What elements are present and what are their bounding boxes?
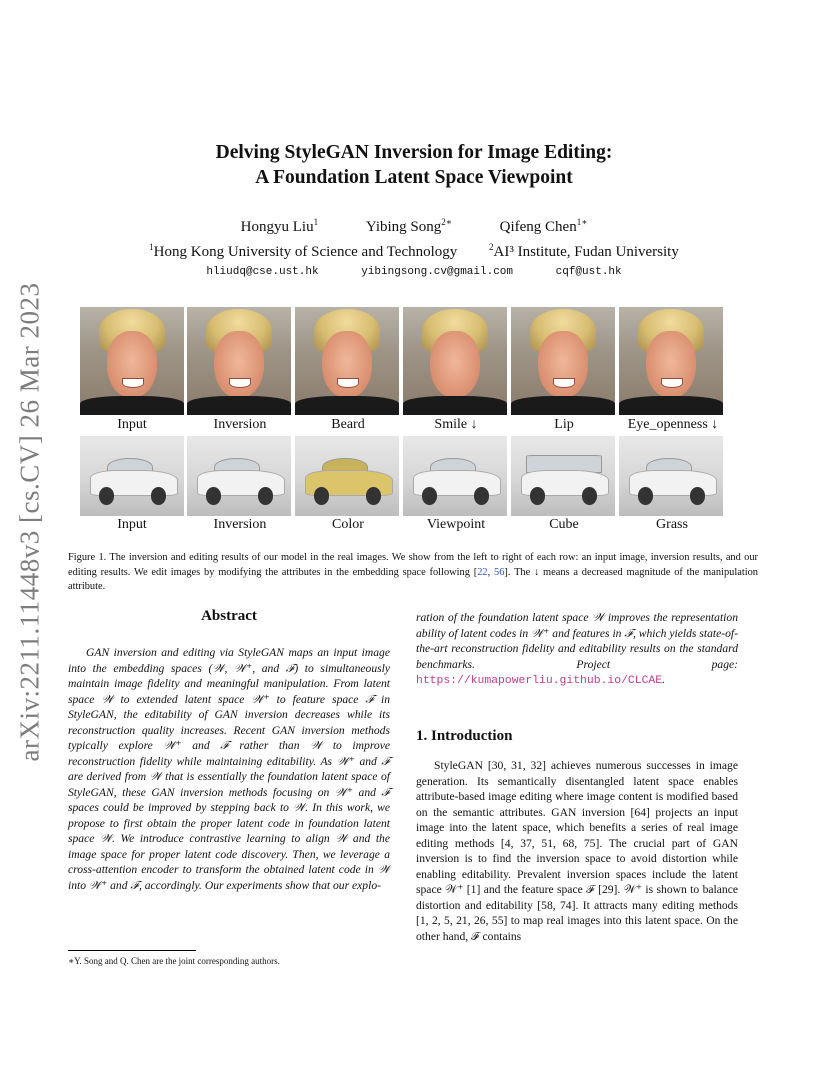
car-image-inversion [187,436,291,516]
footnote-rule [68,950,196,951]
figure-label: Lip [554,417,574,432]
figure-label: Inversion [213,517,267,532]
face-image-eye-openness [619,307,723,415]
car-image-input [80,436,184,516]
email: yibingsong.cv@gmail.com [361,266,514,278]
arxiv-sidebar [10,282,50,762]
citation-link[interactable]: 56 [494,566,505,578]
title-line-1: Delving StyleGAN Inversion for Image Editing: [215,142,613,163]
author: Hongyu Liu$^1$ [240,217,319,235]
affiliation: $^2$AI³ Institute, Fudan University [489,242,679,260]
car-image-cube [511,436,615,516]
car-image-color [295,436,399,516]
figure-caption: Figure 1. The inversion and editing results of our model in the real images. We show from the left to right of each row: an input image, inversion results, and our editing results. We edit images by modifying the attributes in the embedding space following [22, 56]. The ↓ means a decreased magnitude of the manipulation attribute. [68,552,759,592]
figure-label: Beard [331,417,365,432]
figure-label: Color [332,517,364,532]
affiliation: $^1$Hong Kong University of Science and Technology [149,242,458,260]
affiliation-list [0,244,828,261]
face-image-smile [403,307,507,415]
project-page-link[interactable]: https://kumapowerliu.github.io/CLCAE [416,675,663,687]
introduction-text: StyleGAN [30, 31, 32] achieves numerous successes in image generation. Its semantically disentangled latent space enables attribute-based image editing where image content is modified based on the semantic attributes. GAN inversion [64] projects an input image into the latent space, which benefits a series of real image editing methods [4, 37, 51, 68, 75]. The crucial part of GAN inversion is to find the inversion space to avoid distortion while enabling editability. Prevalent inversion spaces include the latent space 𝒲⁺ [1] and the feature space ℱ [29]. 𝒲⁺ is shown to balance distortion and editability [58, 74]. It attracts many editing methods [1, 2, 5, 21, 26, 55] to map real images into this latent space. On the other hand, ℱ contains [416,759,738,943]
email: hliudq@cse.ust.hk [206,266,319,278]
title-line-2: A Foundation Latent Space Viewpoint [255,167,573,188]
figure-label: Smile ↓ [434,417,478,432]
car-image-grass [619,436,723,516]
email: cqf@ust.hk [555,266,622,278]
citation-link[interactable]: 22 [477,566,488,578]
author: Qifeng Chen$^{1∗}$ [499,217,588,235]
footnote: ∗Y. Song and Q. Chen are the joint corresponding authors. [68,956,280,966]
figure-label: Viewpoint [426,517,486,532]
abstract-text: GAN inversion and editing via StyleGAN maps an input image into the embedding spaces (𝒲, 𝒲⁺, and ℱ) to simultaneously maintain image fidelity and meaningful manipulation. From latent space 𝒲 to extended latent space 𝒲⁺ to feature space ℱ in StyleGAN, the editability of GAN inversion decreases while its reconstruction quality increases. Recent GAN inversion methods typically explore 𝒲⁺ and ℱ rather than 𝒲 to improve reconstruction fidelity while maintaining editability. As 𝒲⁺ and ℱ are derived from 𝒲 that is essentially the foundation latent space of StyleGAN, these GAN inversion methods focusing on 𝒲⁺ and ℱ spaces could be improved by stepping back to 𝒲. In this work, we propose to first obtain the proper latent code in foundation latent space 𝒲. We introduce contrastive learning to align 𝒲 and the image space for proper latent code discovery. Then, we leverage a cross-attention encoder to transform the obtained latent code in 𝒲 into 𝒲⁺ and ℱ, accordingly. Our experiments show that our explo- [68,646,390,892]
author-list [0,219,828,236]
figure-label: Eye_openness ↓ [627,417,719,432]
paper-title [0,140,828,190]
figure-label: Input [117,417,147,432]
face-image-inversion [187,307,291,415]
figure-label: Inversion [213,417,267,432]
abstract-continued: ration of the foundation latent space 𝒲 improves the representation ability of latent codes in 𝒲⁺ and features in ℱ, which yields state-of-the-art reconstruction fidelity and editability results on the standard benchmarks. Project page: https://kumapowerliu.github.io/CLCAE. [416,611,738,687]
section-heading-introduction: 1. Introduction [416,728,513,744]
arxiv-id: arXiv:2211.11448v3 [cs.CV] 26 Mar 2023 [14,282,45,762]
face-image-lip [511,307,615,415]
author: Yibing Song$^{2∗}$ [365,217,452,235]
car-image-viewpoint [403,436,507,516]
face-image-input [80,307,184,415]
figure-label: Grass [656,517,688,532]
figure-label: Cube [549,517,579,532]
abstract-heading: Abstract [201,608,257,624]
face-image-beard [295,307,399,415]
figure-label: Input [117,517,147,532]
email-list [0,266,828,278]
